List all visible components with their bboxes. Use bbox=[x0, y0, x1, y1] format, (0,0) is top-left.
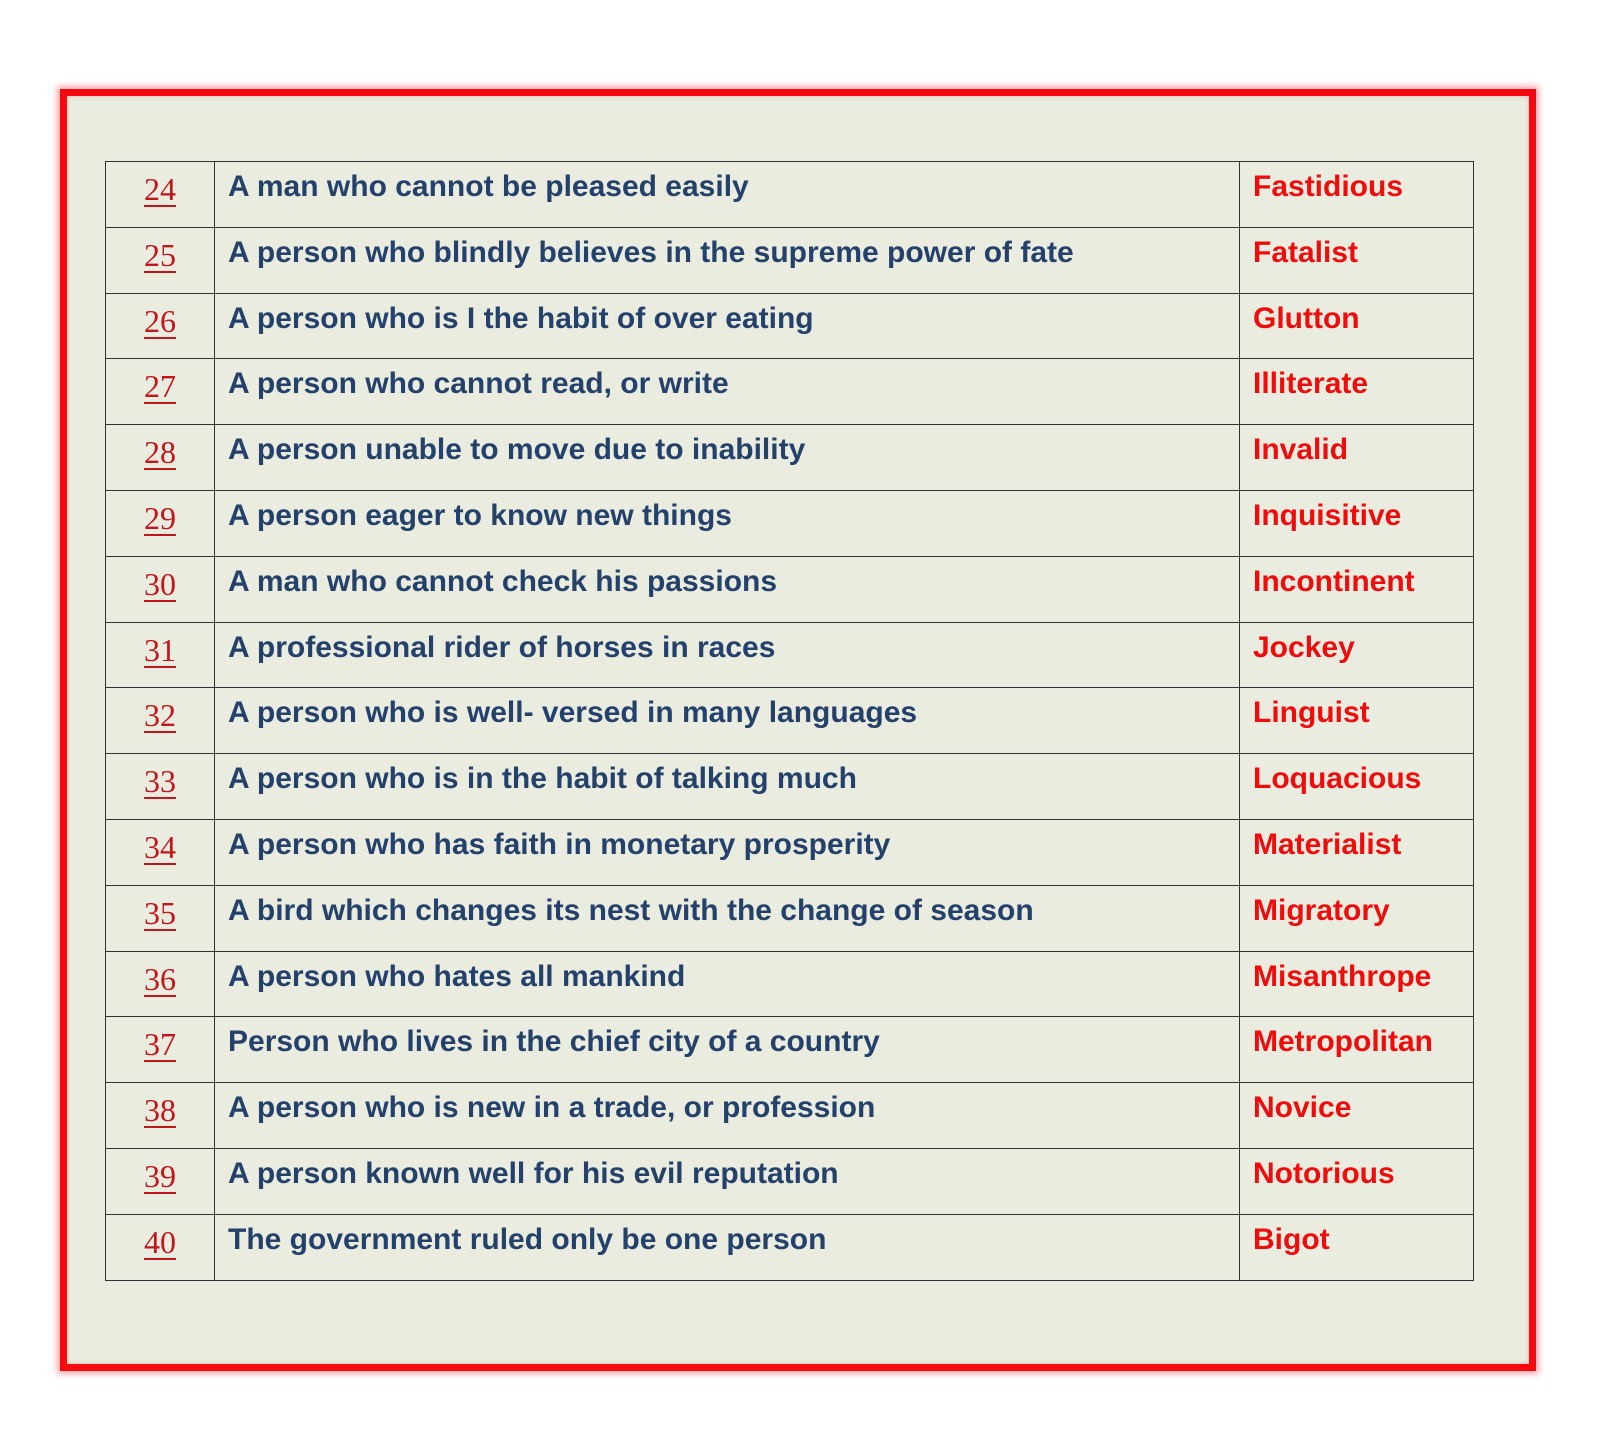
definition-cell: A person who is new in a trade, or profession bbox=[215, 1083, 1240, 1149]
definition-cell: A person who cannot read, or write bbox=[215, 359, 1240, 425]
vocabulary-frame bbox=[60, 89, 1536, 1371]
definition-cell: A person who is in the habit of talking much bbox=[215, 754, 1240, 820]
row-number: 40 bbox=[144, 1223, 176, 1260]
one-word-answer-cell: Jockey bbox=[1240, 622, 1474, 688]
row-number-cell bbox=[106, 885, 215, 951]
table-row bbox=[106, 622, 1474, 688]
table-row bbox=[106, 425, 1474, 491]
one-word-answer-cell: Metropolitan bbox=[1240, 1017, 1474, 1083]
one-word-answer-cell: Linguist bbox=[1240, 688, 1474, 754]
table-row bbox=[106, 951, 1474, 1017]
row-number: 30 bbox=[144, 565, 176, 602]
one-word-answer-cell: Loquacious bbox=[1240, 754, 1474, 820]
row-number: 34 bbox=[144, 828, 176, 865]
table-row bbox=[106, 1148, 1474, 1214]
one-word-answer-cell: Glutton bbox=[1240, 293, 1474, 359]
definition-cell: A professional rider of horses in races bbox=[215, 622, 1240, 688]
one-word-answer-cell: Fastidious bbox=[1240, 162, 1474, 228]
one-word-answer-cell: Materialist bbox=[1240, 819, 1474, 885]
row-number-cell bbox=[106, 688, 215, 754]
row-number-cell bbox=[106, 162, 215, 228]
table-row bbox=[106, 1017, 1474, 1083]
row-number-cell bbox=[106, 1083, 215, 1149]
row-number: 28 bbox=[144, 434, 176, 471]
row-number-cell bbox=[106, 359, 215, 425]
row-number-cell bbox=[106, 425, 215, 491]
definition-cell: A person who is I the habit of over eating bbox=[215, 293, 1240, 359]
table-row bbox=[106, 556, 1474, 622]
row-number-cell bbox=[106, 293, 215, 359]
table-row bbox=[106, 1083, 1474, 1149]
table-row bbox=[106, 227, 1474, 293]
row-number: 33 bbox=[144, 763, 176, 800]
one-word-answer-cell: Novice bbox=[1240, 1083, 1474, 1149]
table-row bbox=[106, 688, 1474, 754]
row-number: 38 bbox=[144, 1092, 176, 1129]
vocabulary-table-body bbox=[106, 162, 1474, 1281]
row-number: 26 bbox=[144, 302, 176, 339]
one-word-answer-cell: Invalid bbox=[1240, 425, 1474, 491]
row-number-cell bbox=[106, 1017, 215, 1083]
definition-cell: A man who cannot check his passions bbox=[215, 556, 1240, 622]
one-word-answer-cell: Notorious bbox=[1240, 1148, 1474, 1214]
table-row bbox=[106, 819, 1474, 885]
row-number: 39 bbox=[144, 1157, 176, 1194]
row-number: 25 bbox=[144, 236, 176, 273]
table-row bbox=[106, 754, 1474, 820]
one-word-answer-cell: Inquisitive bbox=[1240, 490, 1474, 556]
row-number-cell bbox=[106, 227, 215, 293]
definition-cell: A person known well for his evil reputation bbox=[215, 1148, 1240, 1214]
row-number: 31 bbox=[144, 631, 176, 668]
row-number: 32 bbox=[144, 697, 176, 734]
table-row bbox=[106, 162, 1474, 228]
table-row bbox=[106, 293, 1474, 359]
row-number: 29 bbox=[144, 499, 176, 536]
table-row bbox=[106, 1214, 1474, 1280]
row-number: 36 bbox=[144, 960, 176, 997]
row-number-cell bbox=[106, 951, 215, 1017]
table-row bbox=[106, 885, 1474, 951]
row-number-cell bbox=[106, 490, 215, 556]
definition-cell: Person who lives in the chief city of a country bbox=[215, 1017, 1240, 1083]
one-word-answer-cell: Misanthrope bbox=[1240, 951, 1474, 1017]
one-word-answer-cell: Illiterate bbox=[1240, 359, 1474, 425]
definition-cell: A person unable to move due to inability bbox=[215, 425, 1240, 491]
row-number: 35 bbox=[144, 894, 176, 931]
one-word-answer-cell: Bigot bbox=[1240, 1214, 1474, 1280]
row-number-cell bbox=[106, 1148, 215, 1214]
definition-cell: A person who has faith in monetary prosperity bbox=[215, 819, 1240, 885]
row-number-cell bbox=[106, 556, 215, 622]
definition-cell: A person who hates all mankind bbox=[215, 951, 1240, 1017]
one-word-answer-cell: Incontinent bbox=[1240, 556, 1474, 622]
row-number-cell bbox=[106, 1214, 215, 1280]
definition-cell: A man who cannot be pleased easily bbox=[215, 162, 1240, 228]
row-number-cell bbox=[106, 754, 215, 820]
definition-cell: A person who blindly believes in the supreme power of fate bbox=[215, 227, 1240, 293]
definition-cell: The government ruled only be one person bbox=[215, 1214, 1240, 1280]
row-number: 37 bbox=[144, 1026, 176, 1063]
definition-cell: A person eager to know new things bbox=[215, 490, 1240, 556]
table-row bbox=[106, 359, 1474, 425]
one-word-answer-cell: Fatalist bbox=[1240, 227, 1474, 293]
row-number: 24 bbox=[144, 171, 176, 207]
vocabulary-table bbox=[105, 161, 1474, 1281]
table-row bbox=[106, 490, 1474, 556]
row-number-cell bbox=[106, 819, 215, 885]
one-word-answer-cell: Migratory bbox=[1240, 885, 1474, 951]
definition-cell: A person who is well- versed in many languages bbox=[215, 688, 1240, 754]
definition-cell: A bird which changes its nest with the change of season bbox=[215, 885, 1240, 951]
row-number-cell bbox=[106, 622, 215, 688]
row-number: 27 bbox=[144, 368, 176, 405]
